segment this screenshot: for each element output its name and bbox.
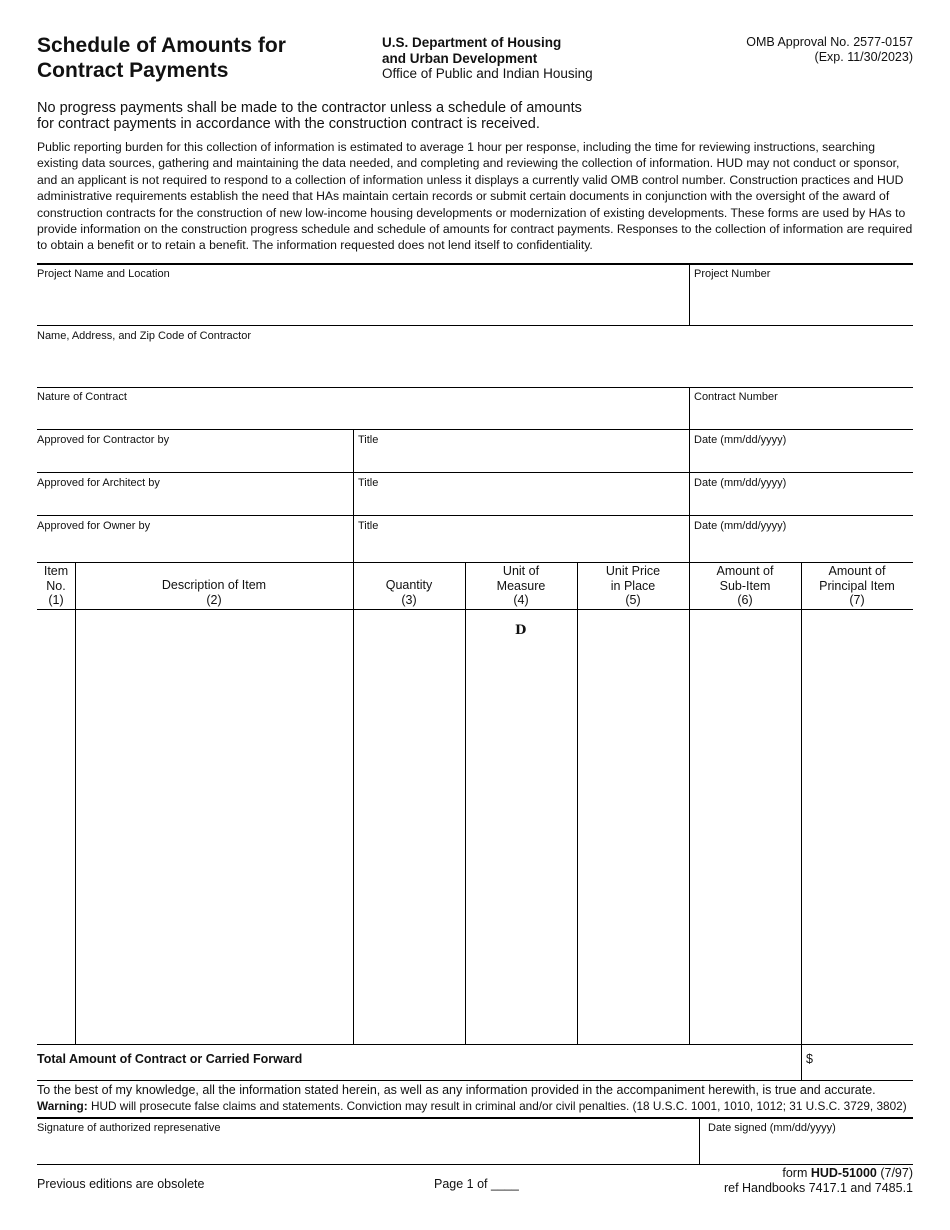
- vdivider: [689, 387, 690, 562]
- signature-field[interactable]: Signature of authorized represenative: [37, 1122, 221, 1134]
- approved-architect-field[interactable]: Approved for Architect by: [37, 477, 160, 489]
- project-name-field[interactable]: Project Name and Location: [37, 268, 170, 280]
- total-bottom: [37, 1080, 913, 1081]
- divider: [37, 325, 913, 326]
- line-items-area[interactable]: [37, 610, 913, 1044]
- architect-date-field[interactable]: Date (mm/dd/yyyy): [694, 477, 787, 489]
- omb-approval: [746, 35, 913, 64]
- warning-statement: [37, 1099, 915, 1114]
- column-header-unit-price: Unit Price in Place (5): [605, 564, 661, 607]
- table-mark: D: [515, 623, 527, 638]
- warning-text: HUD will prosecute false claims and statements. Conviction may result in criminal and/or civil penalties. (18 U.S.C. 1001, 1010, 1012; 31 U.S.C. 3729, 3802): [87, 1099, 907, 1113]
- column-header-amount-principal-item: Amount of Principal Item (7): [819, 564, 895, 607]
- agency-line1: U.S. Department of Housing: [382, 35, 562, 50]
- burden-statement: Public reporting burden for this collection of information is estimated to average 1 hour per response, including the time for reviewing instructions, searching existing data sources, gathering and maintaining the data needed, and completing and reviewing the collection of information. HUD may not conduct or sponsor, and an applicant is not required to respond to a collection of information unless it displays a currently valid OMB control number. Construction practices and HUD administrative requirements establish the need that HAs maintain certain records or submit certain documents in conjunction with the oversight of the award of construction contracts for the construction of new low-income housing developments or modernization of existing developments. These forms are used by HAs to provide information on the construction progress schedule and schedule of amounts for contract payments. Responses to the collection of information are required to obtain a benefit or to retain a benefit. The information requested does not lend itself to confidentiality.: [37, 140, 913, 253]
- divider: [37, 472, 913, 473]
- owner-date-field[interactable]: Date (mm/dd/yyyy): [694, 520, 787, 532]
- divider: [37, 515, 913, 516]
- form-identifier: [724, 1166, 913, 1195]
- divider-top: [37, 263, 913, 265]
- column-header-amount-sub-item: Amount of Sub-Item (6): [716, 564, 774, 607]
- total-label: Total Amount of Contract or Carried Forward: [37, 1052, 303, 1066]
- omb-expiration: (Exp. 11/30/2023): [814, 49, 913, 64]
- agency-line3: Office of Public and Indian Housing: [382, 66, 593, 81]
- form-title: [37, 33, 286, 83]
- warning-label: Warning:: [37, 1099, 88, 1113]
- approved-contractor-field[interactable]: Approved for Contractor by: [37, 434, 170, 446]
- divider: [37, 429, 913, 430]
- project-number-field[interactable]: Project Number: [694, 268, 771, 280]
- vdivider: [689, 264, 690, 325]
- cert-bottom: [37, 1117, 913, 1119]
- column-header-quantity: Quantity (3): [385, 578, 433, 607]
- date-signed-field[interactable]: Date signed (mm/dd/yyyy): [708, 1122, 836, 1134]
- column-header-item-no: Item No. (1): [43, 564, 69, 607]
- certification-statement: To the best of my knowledge, all the information stated herein, as well as any information provided in the accompaniment herewith, is true and accurate.: [37, 1083, 876, 1097]
- signature-divider: [699, 1117, 700, 1164]
- signature-bottom: [37, 1164, 913, 1165]
- contractor-title-field[interactable]: Title: [358, 434, 379, 446]
- table-bottom: [37, 1044, 913, 1045]
- table-top: [37, 562, 913, 563]
- owner-title-field[interactable]: Title: [358, 520, 379, 532]
- progress-payment-notice: [37, 100, 637, 132]
- vdivider: [353, 429, 354, 562]
- column-header-description: Description of Item (2): [161, 578, 267, 607]
- notice-line2: for contract payments in accordance with the construction contract is received.: [37, 116, 540, 132]
- form-title-line2: Contract Payments: [37, 59, 229, 82]
- agency-line2: and Urban Development: [382, 50, 538, 66]
- contract-number-field[interactable]: Contract Number: [694, 391, 778, 403]
- contractor-field[interactable]: Name, Address, and Zip Code of Contractor: [37, 330, 251, 342]
- notice-line1: No progress payments shall be made to the contractor unless a schedule of amounts: [37, 100, 582, 116]
- form-title-line1: Schedule of Amounts for: [37, 34, 286, 57]
- page-number: Page 1 of ____: [434, 1177, 519, 1191]
- architect-title-field[interactable]: Title: [358, 477, 379, 489]
- approved-owner-field[interactable]: Approved for Owner by: [37, 520, 151, 532]
- agency-block: [382, 35, 593, 82]
- divider: [37, 387, 913, 388]
- total-amount-field[interactable]: $: [806, 1052, 813, 1066]
- nature-of-contract-field[interactable]: Nature of Contract: [37, 391, 127, 403]
- form-number: HUD-51000: [810, 1166, 877, 1180]
- form-prefix: form: [782, 1166, 811, 1180]
- obsolete-note: Previous editions are obsolete: [37, 1177, 205, 1191]
- handbook-reference: ref Handbooks 7417.1 and 7485.1: [723, 1180, 913, 1195]
- omb-number: OMB Approval No. 2577-0157: [746, 35, 913, 49]
- form-date: (7/97): [876, 1166, 913, 1180]
- column-header-unit-of-measure: Unit of Measure (4): [496, 564, 546, 607]
- contractor-date-field[interactable]: Date (mm/dd/yyyy): [694, 434, 787, 446]
